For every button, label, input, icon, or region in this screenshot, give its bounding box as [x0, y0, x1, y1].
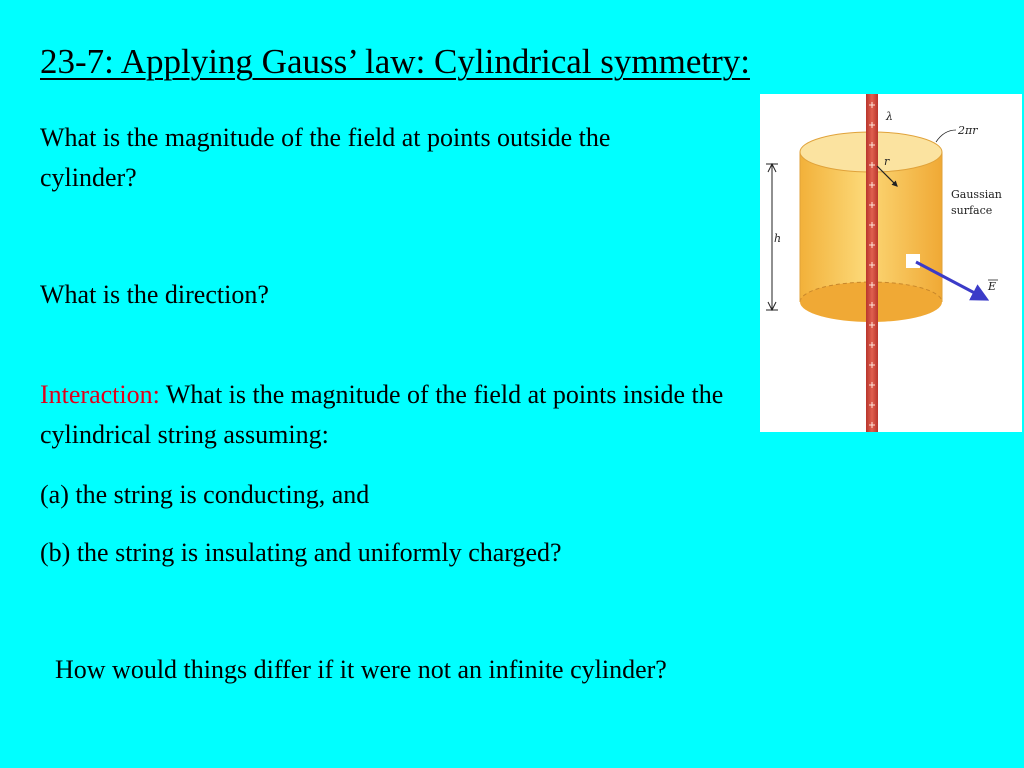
- circumference-leader: [936, 130, 956, 142]
- interaction-label: Interaction:: [40, 380, 160, 409]
- question-inside-field: [40, 375, 740, 455]
- question-finite-cylinder: How would things differ if it were not an infinite cylinder?: [55, 655, 667, 684]
- surface-label-line1: Gaussian: [951, 188, 1002, 201]
- option-b: (b) the string is insulating and uniformly charged?: [40, 538, 562, 567]
- radius-label: r: [884, 155, 890, 168]
- option-a: (a) the string is conducting, and: [40, 480, 370, 509]
- slide-title: 23-7: Applying Gauss’ law: Cylindrical symmetry:: [40, 42, 750, 81]
- height-label: h: [774, 232, 782, 245]
- interaction-text: What is the magnitude of the field at points inside the cylindrical string assuming:: [40, 380, 724, 449]
- question-direction: What is the direction?: [40, 280, 269, 309]
- field-point: [906, 254, 920, 268]
- surface-label-line2: surface: [951, 204, 993, 217]
- gaussian-cylinder-figure: [760, 94, 1022, 432]
- charged-rod: [866, 94, 878, 432]
- field-label: E: [988, 280, 997, 293]
- question-outside-field: What is the magnitude of the field at points outside the cylinder?: [40, 123, 611, 192]
- circumference-label: 2πr: [958, 124, 978, 137]
- lambda-label: λ: [886, 110, 893, 123]
